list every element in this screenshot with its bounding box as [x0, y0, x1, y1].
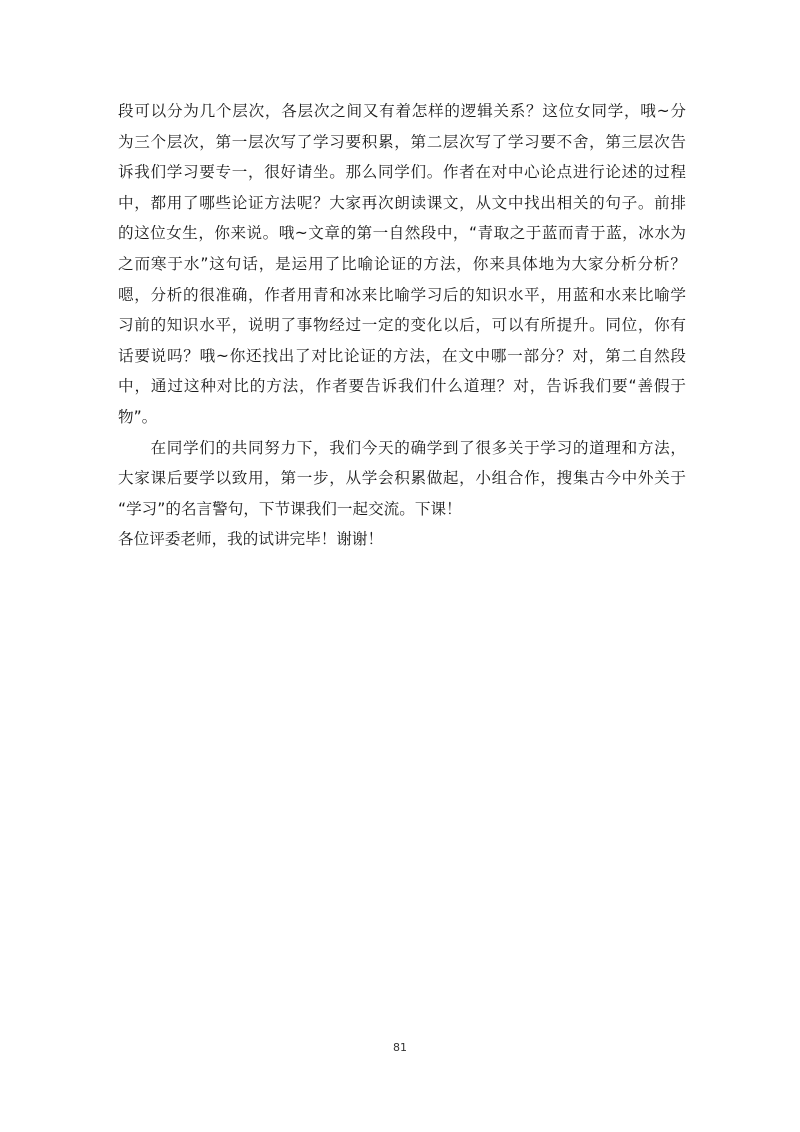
paragraph-2: [118, 433, 686, 525]
text-line: 大家课后要学以致用，第一步，从学会积累做起，小组合作，搜集古今中外关于: [118, 469, 686, 488]
paragraph-3: [118, 524, 686, 555]
text-line: 各位评委老师，我的试讲完毕！谢谢！: [118, 530, 384, 549]
text-line: 段可以分为几个层次，各层次之间又有着怎样的逻辑关系？这位女同学，哦~分: [118, 102, 686, 120]
text-line: 的这位女生，你来说。哦~文章的第一自然段中，“青取之于蓝而青于蓝，冰水为: [118, 224, 686, 243]
text-line: 之而寒于水”这句话，是运用了比喻论证的方法，你来具体地为大家分析分析？: [118, 254, 686, 273]
body-text: [118, 96, 686, 555]
text-line: 话要说吗？哦~你还找出了对比论证的方法，在文中哪一部分？对，第二自然段: [118, 346, 686, 365]
text-line: 物”。: [118, 407, 158, 426]
text-line: “学习”的名言警句，下节课我们一起交流。下课！: [118, 499, 462, 518]
text-line: 在同学们的共同努力下，我们今天的确学到了很多关于学习的道理和方法，: [118, 438, 686, 457]
text-line: 中，都用了哪些论证方法呢？大家再次朗读课文，从文中找出相关的句子。前排: [118, 193, 686, 212]
paragraph-1: [118, 96, 686, 433]
text-line: 为三个层次，第一层次写了学习要积累，第二层次写了学习要不舍，第三层次告: [118, 132, 686, 151]
text-line: 嗯，分析的很准确，作者用青和冰来比喻学习后的知识水平，用蓝和水来比喻学: [118, 285, 686, 304]
text-line: 习前的知识水平，说明了事物经过一定的变化以后，可以有所提升。同位，你有: [118, 316, 686, 335]
page-number: 81: [393, 1041, 407, 1054]
text-line: 中，通过这种对比的方法，作者要告诉我们什么道理？对，告诉我们要“善假于: [118, 377, 686, 396]
text-line: 诉我们学习要专一，很好请坐。那么同学们。作者在对中心论点进行论述的过程: [118, 163, 686, 182]
